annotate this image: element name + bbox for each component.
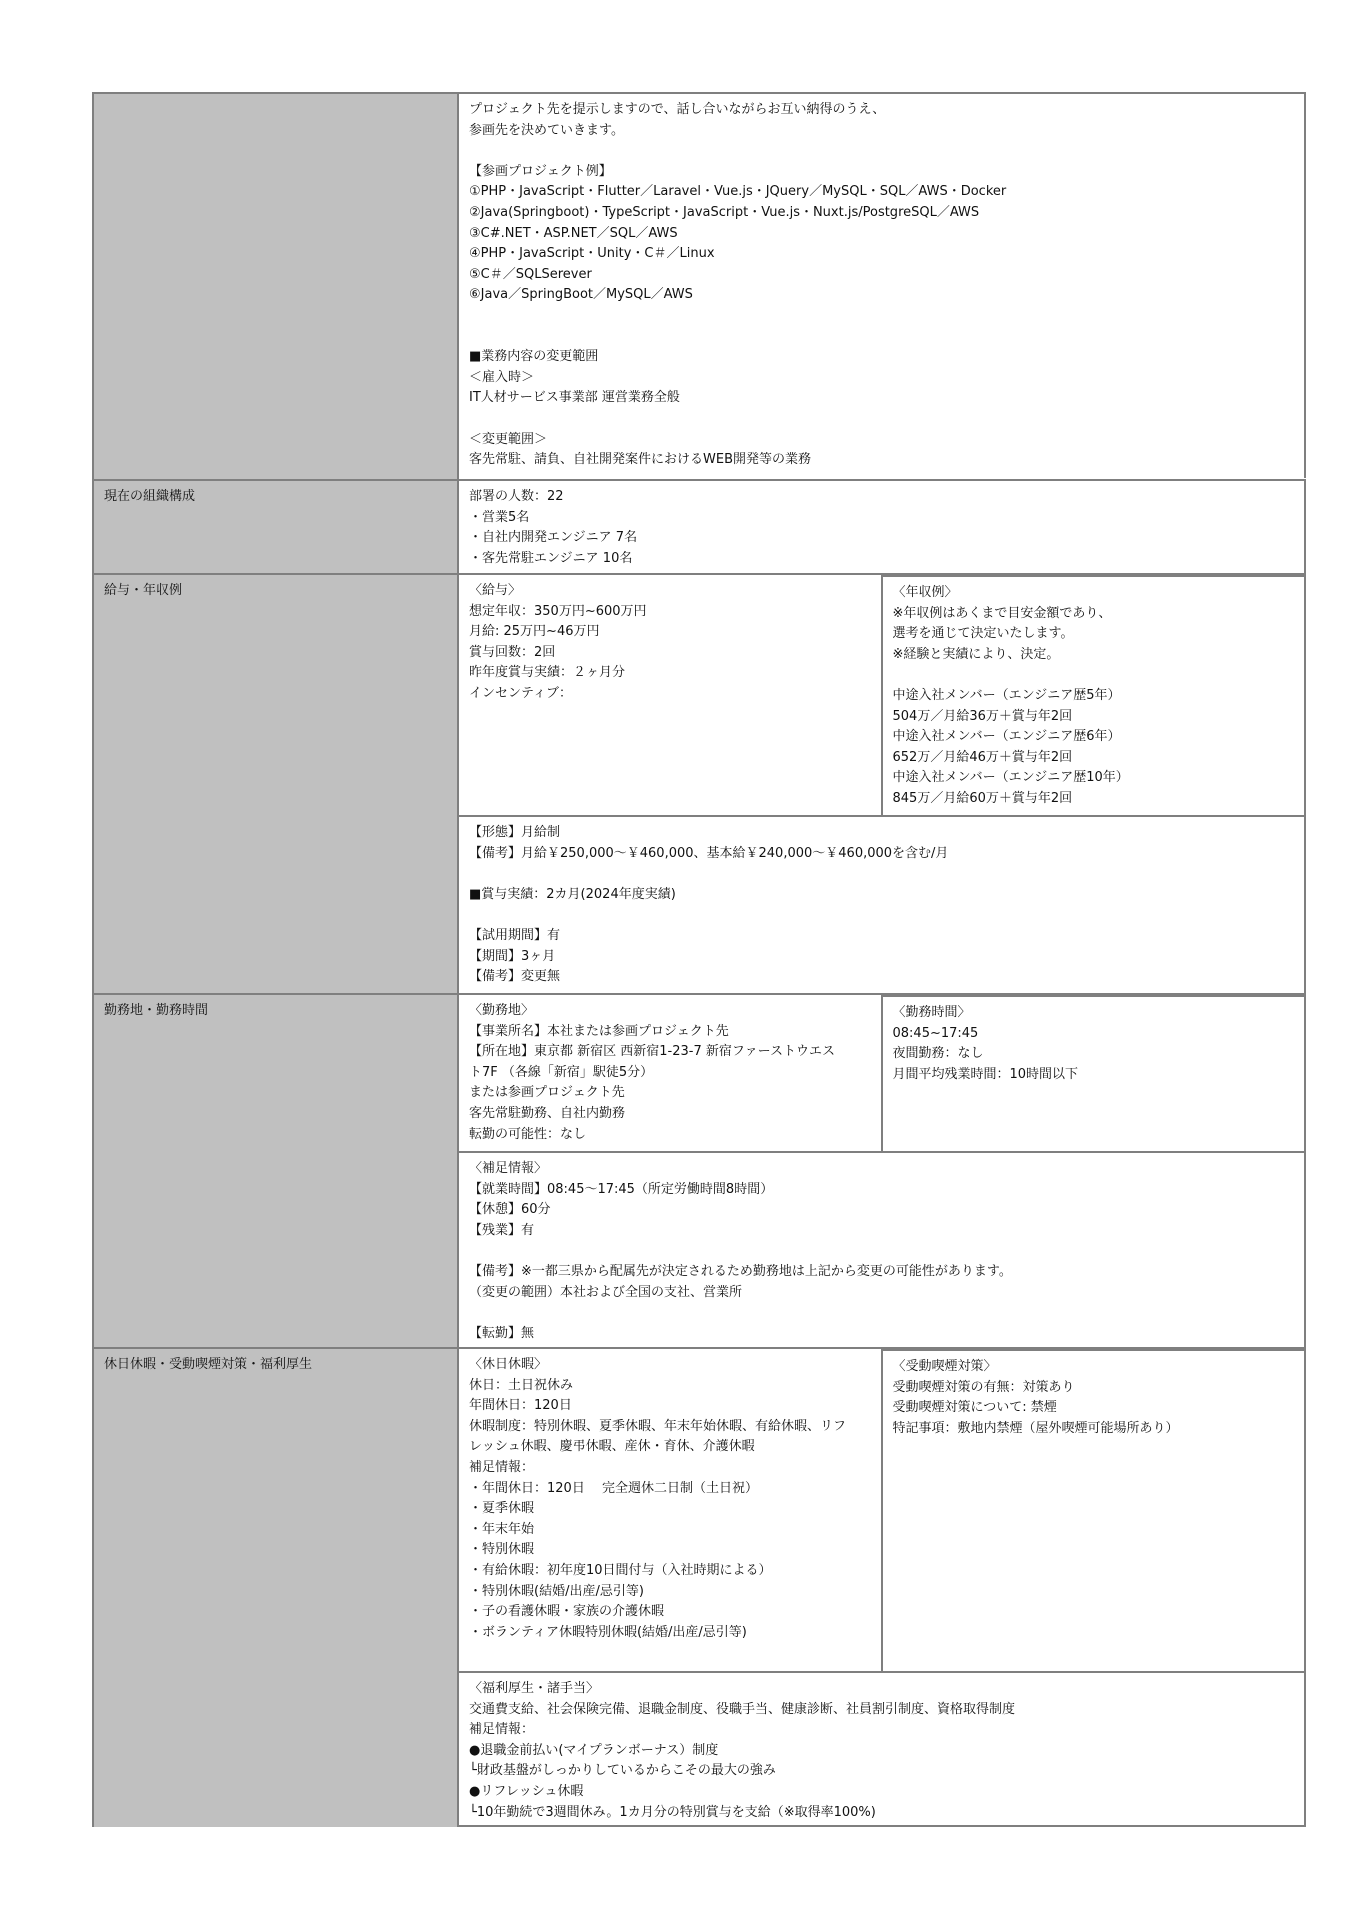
- text-line: 【期間】3ヶ月: [469, 948, 556, 964]
- row-work-location: [94, 993, 1306, 1347]
- text-line: ●退職金前払い(マイプランボーナス）制度: [469, 1742, 719, 1758]
- text-line: 客先常駐勤務、自社内勤務: [469, 1105, 626, 1121]
- work-hours-cell: [883, 995, 1307, 1151]
- text-line: ・夏季休暇: [469, 1501, 535, 1517]
- text-line: 652万／月給46万＋賞与年2回: [892, 749, 1073, 765]
- text-line: IT人材サービス事業部 運営業務全般: [469, 390, 680, 406]
- text-line: 月間平均残業時間：10時間以下: [892, 1066, 1079, 1082]
- text-line: [893, 665, 1295, 686]
- text-line: [469, 864, 1294, 885]
- text-line: ②Java(Springboot)・TypeScript・JavaScript・Vue.js・Nuxt.js/PostgreSQL／AWS: [469, 204, 980, 220]
- text-line: 特記事項：敷地内禁煙（屋外喫煙可能場所あり）: [892, 1420, 1179, 1436]
- text-line: 【事業所名】本社または参画プロジェクト先: [469, 1023, 729, 1039]
- text-line: 〈給与〉: [469, 583, 522, 598]
- text-line: [469, 327, 1294, 348]
- text-line: ・特別休暇: [469, 1542, 535, 1558]
- text-line: 〈福利厚生・諸手当〉: [469, 1681, 600, 1696]
- text-line: 想定年収：350万円~600万円: [469, 603, 647, 619]
- welfare-cell: [459, 1671, 1306, 1827]
- text-line: 昨年度賞与実績：２ヶ月分: [469, 665, 626, 681]
- text-line: 【参画プロジェクト例】: [469, 163, 612, 179]
- row-salary: [94, 573, 1306, 993]
- text-line: 年間休日：120日: [469, 1398, 572, 1414]
- text-line: 【休憩】60分: [469, 1202, 551, 1218]
- text-line: ①PHP・JavaScript・Flutter／Laravel・Vue.js・JQuery／MySQL・SQL／AWS・Docker: [469, 184, 1007, 200]
- text-line: ④PHP・JavaScript・Unity・C＃／Linux: [469, 246, 715, 262]
- text-line: 休日：土日祝休み: [469, 1377, 574, 1393]
- text-line: ・年末年始: [469, 1521, 535, 1537]
- text-line: 〈補足情報〉: [469, 1161, 548, 1176]
- text-line: 夜間勤務：なし: [892, 1046, 984, 1062]
- text-line: 参画先を決めていきます。: [469, 122, 624, 138]
- holiday-split: [459, 1349, 1306, 1671]
- work-location-cell: [459, 995, 883, 1151]
- text-line: [469, 1241, 1294, 1262]
- salary-note-cell: [459, 815, 1306, 993]
- row-label-holidays-welfare: 休日休暇・受動喫煙対策・福利厚生: [94, 1349, 459, 1827]
- text-line: ＜変更範囲＞: [469, 431, 548, 447]
- text-line: └財政基盤がしっかりしているからこその最大の強み: [469, 1763, 776, 1779]
- smoking-policy-cell: [883, 1349, 1307, 1671]
- text-line: 休暇制度：特別休暇、夏季休暇、年末年始休暇、有給休暇、リフ: [469, 1418, 847, 1434]
- text-line: ・特別休暇(結婚/出産/忌引等): [469, 1583, 644, 1599]
- work-supplement-cell: [459, 1151, 1306, 1347]
- text-line: 中途入社メンバー（エンジニア歴6年）: [892, 729, 1121, 745]
- text-line: 【就業時間】08:45～17:45（所定労働時間8時間）: [469, 1181, 774, 1197]
- text-line: ・客先常駐エンジニア 10名: [469, 550, 633, 566]
- text-line: 受動喫煙対策について: 禁煙: [892, 1400, 1057, 1416]
- text-line: 補足情報：: [469, 1459, 535, 1475]
- row-label-blank: [94, 94, 459, 479]
- text-line: インセンティブ：: [469, 685, 572, 701]
- text-line: 賞与回数：2回: [469, 644, 556, 660]
- row-label-organization: 現在の組織構成: [94, 481, 459, 573]
- text-line: または参画プロジェクト先: [469, 1085, 625, 1101]
- text-line: 【残業】有: [469, 1222, 535, 1238]
- text-line: ・ボランティア休暇特別休暇(結婚/出産/忌引等): [469, 1624, 747, 1640]
- text-line: 【転勤】無: [469, 1325, 535, 1341]
- text-line: 受動喫煙対策の有無：対策あり: [892, 1379, 1075, 1395]
- text-line: 補足情報：: [469, 1722, 535, 1738]
- text-line: 【備考】変更無: [469, 969, 561, 985]
- text-line: 504万／月給36万＋賞与年2回: [892, 708, 1073, 724]
- salary-split: [459, 575, 1306, 815]
- text-line: 交通費支給、社会保険完備、退職金制度、役職手当、健康診断、社員割引制度、資格取得制度: [469, 1701, 1016, 1717]
- text-line: └10年勤続で3週間休み。1カ月分の特別賞与を支給（※取得率100%): [469, 1804, 876, 1820]
- text-line: 845万／月給60万＋賞与年2回: [892, 790, 1073, 806]
- text-line: ・自社内開発エンジニア 7名: [469, 530, 638, 546]
- text-line: 客先常駐、請負、自社開発案件におけるWEB開発等の業務: [469, 452, 811, 468]
- text-line: ＜雇入時＞: [469, 369, 535, 385]
- text-line: 中途入社メンバー（エンジニア歴10年）: [892, 770, 1129, 786]
- text-line: プロジェクト先を提示しますので、話し合いながらお互い納得のうえ、: [469, 102, 886, 117]
- text-line: （変更の範囲）本社および全国の支社、営業所: [469, 1284, 743, 1300]
- organization-cell: [459, 481, 1306, 573]
- text-line: ※経験と実績により、決定。: [892, 646, 1060, 662]
- text-line: 【備考】月給￥250,000～￥460,000、基本給￥240,000～￥460,000を含む/月: [469, 845, 949, 861]
- text-line: 〈年収例〉: [892, 585, 958, 600]
- text-line: ③C#.NET・ASP.NET／SQL／AWS: [469, 225, 678, 241]
- text-line: [469, 905, 1294, 926]
- text-line: 【試用期間】有: [469, 927, 561, 943]
- row-project-continuation: [94, 92, 1306, 479]
- text-line: 【形態】月給制: [469, 825, 561, 840]
- text-line: [469, 141, 1294, 162]
- text-line: 〈休日休暇〉: [469, 1357, 548, 1372]
- text-line: ※年収例はあくまで目安金額であり、: [892, 605, 1112, 621]
- job-details-table: [92, 92, 1306, 1827]
- text-line: 【備考】※一都三県から配属先が決定されるため勤務地は上記から変更の可能性があります。: [469, 1263, 1012, 1279]
- text-line: ■賞与実績：2カ月(2024年度実績): [469, 886, 676, 902]
- holidays-cell: [459, 1349, 883, 1671]
- row-label-work-location: 勤務地・勤務時間: [94, 995, 459, 1347]
- text-line: 部署の人数：22: [469, 489, 564, 504]
- row-holidays-welfare: [94, 1347, 1306, 1827]
- text-line: 転勤の可能性：なし: [469, 1126, 587, 1142]
- text-line: ト7F （各線「新宿」駅徒5分）: [469, 1064, 654, 1080]
- row-label-salary: 給与・年収例: [94, 575, 459, 993]
- text-line: ⑤C＃／SQLSerever: [469, 266, 592, 282]
- text-line: 月給: 25万円~46万円: [469, 624, 600, 640]
- text-line: レッシュ休暇、慶弔休暇、産休・育休、介護休暇: [469, 1439, 755, 1455]
- text-line: ・年間休日：120日 完全週休二日制（土日祝）: [469, 1480, 758, 1496]
- text-line: 〈勤務時間〉: [892, 1005, 971, 1020]
- text-line: [469, 1303, 1294, 1324]
- text-line: 【所在地】東京都 新宿区 西新宿1-23-7 新宿ファーストウエス: [469, 1044, 835, 1060]
- text-line: ・営業5名: [469, 509, 530, 525]
- text-line: ・子の看護休暇・家族の介護休暇: [469, 1604, 665, 1620]
- text-line: ・有給休暇：初年度10日間付与（入社時期による）: [469, 1562, 772, 1578]
- text-line: ⑥Java／SpringBoot／MySQL／AWS: [469, 287, 693, 303]
- text-line: 〈受動喫煙対策〉: [892, 1359, 997, 1374]
- text-line: [469, 409, 1294, 430]
- text-line: 〈勤務地〉: [469, 1003, 535, 1018]
- salary-cell: [459, 575, 883, 815]
- project-example-cell: [459, 94, 1306, 478]
- text-line: ●リフレッシュ休暇: [469, 1783, 584, 1799]
- text-line: 08:45~17:45: [892, 1025, 979, 1041]
- text-line: [469, 306, 1294, 327]
- text-line: ■業務内容の変更範囲: [469, 349, 599, 365]
- text-line: 選考を通じて決定いたします。: [892, 626, 1074, 642]
- row-organization: [94, 479, 1306, 573]
- location-split: [459, 995, 1306, 1151]
- annual-income-example-cell: [883, 575, 1307, 815]
- text-line: 中途入社メンバー（エンジニア歴5年）: [892, 687, 1121, 703]
